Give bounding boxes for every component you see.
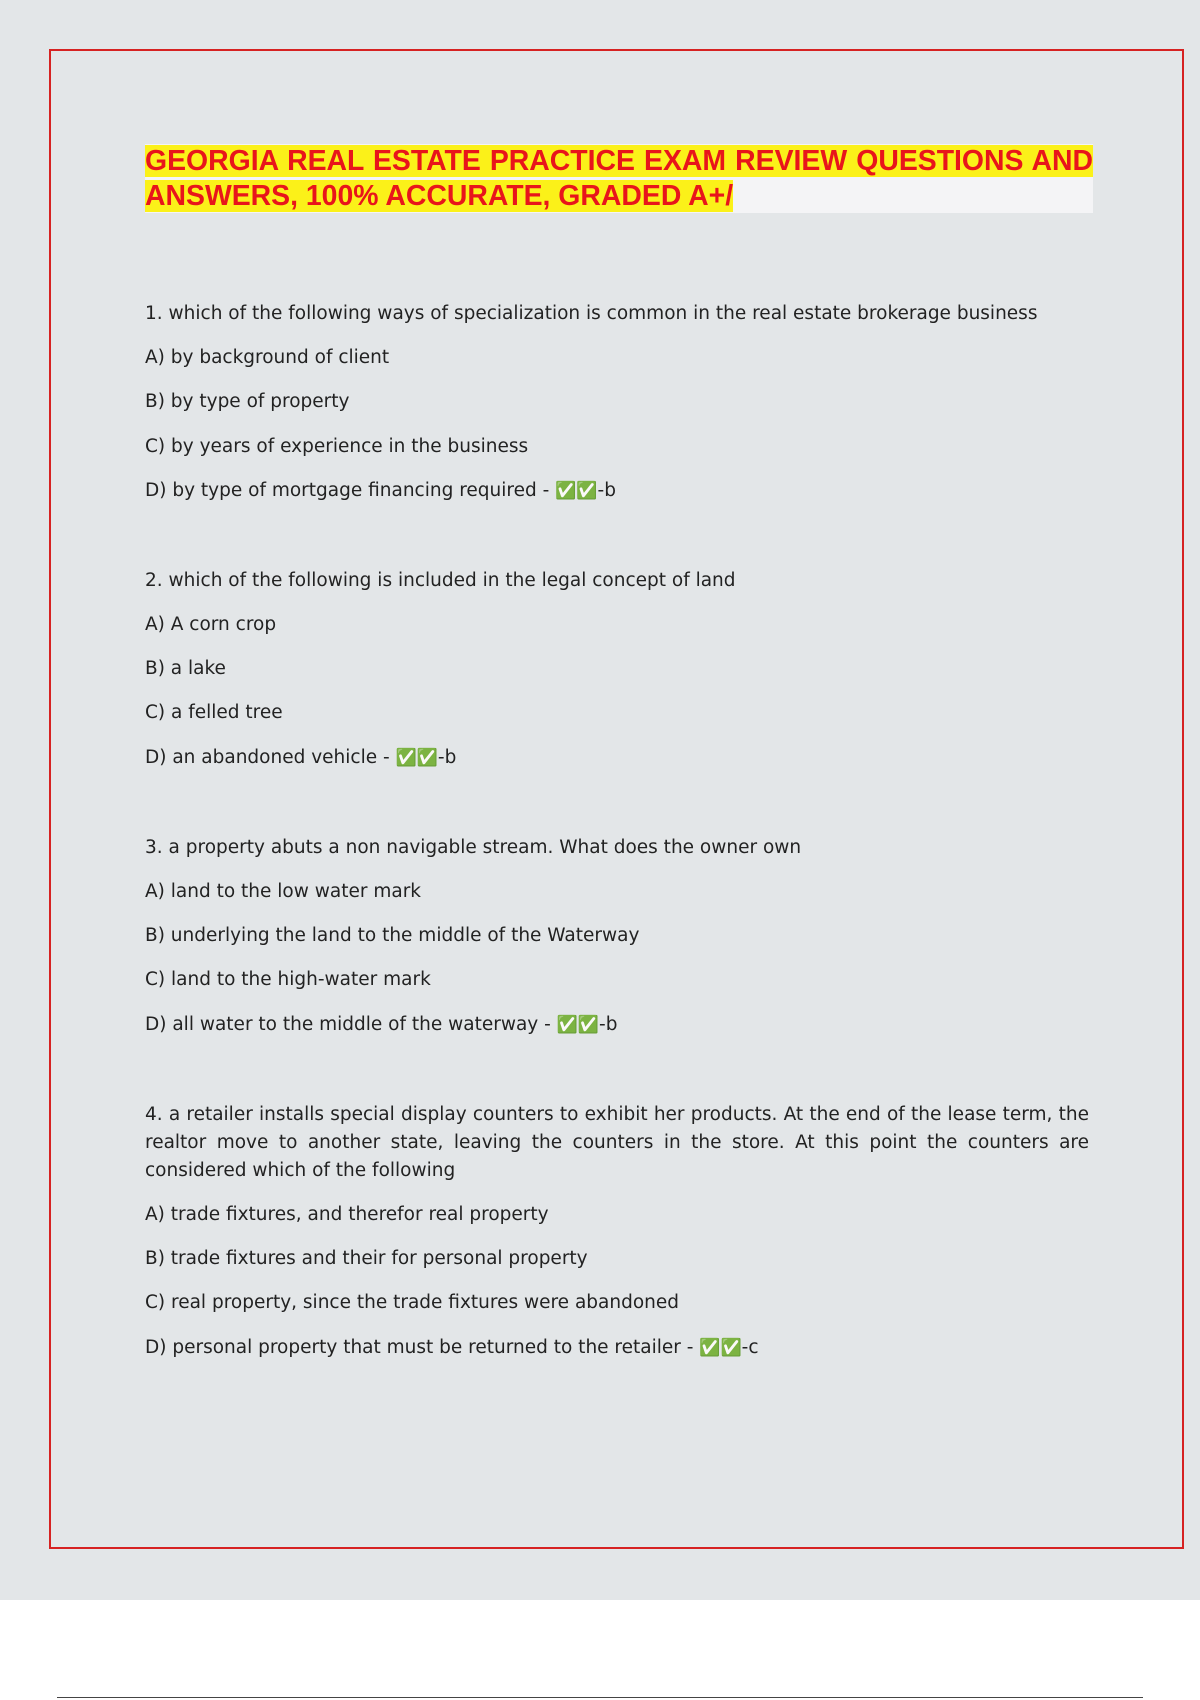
double-check-icon: ✅✅: [699, 1337, 742, 1358]
footer-divider: [57, 1697, 1143, 1698]
option-d: [145, 1334, 1089, 1362]
title-block: [145, 144, 1093, 213]
option-c: C) land to the high-water mark: [145, 969, 431, 991]
question-2: [145, 567, 1089, 772]
double-check-icon: ✅✅: [555, 480, 598, 501]
option-a: A) by background of client: [145, 347, 390, 368]
question-stem: 3. a property abuts a non navigable stream. What does the owner own: [145, 836, 802, 858]
option-b: B) by type of property: [145, 391, 350, 413]
option-b: B) trade fixtures and their for personal property: [145, 1247, 588, 1269]
option-d: [145, 477, 1089, 505]
option-d: [145, 1011, 1089, 1039]
option-b: B) a lake: [145, 658, 226, 680]
option-d-text: D) an abandoned vehicle -: [145, 746, 390, 768]
question-stem: 1. which of the following ways of specialization is common in the real estate brokerage business: [145, 303, 1038, 324]
option-d: [145, 744, 1089, 772]
option-d-text: D) by type of mortgage financing required -: [145, 479, 550, 501]
question-4: [145, 1101, 1089, 1362]
answer-key: -b: [599, 1013, 618, 1035]
option-d-text: D) personal property that must be returned to the retailer -: [145, 1336, 694, 1358]
option-c: C) real property, since the trade fixtures were abandoned: [145, 1292, 679, 1314]
option-a: A) A corn crop: [145, 613, 277, 635]
option-a: A) trade fixtures, and therefor real property: [145, 1203, 549, 1225]
option-c: C) by years of experience in the business: [145, 435, 529, 457]
answer-key: -b: [437, 746, 457, 768]
option-c: C) a felled tree: [145, 702, 283, 724]
question-list: [145, 300, 1089, 1424]
double-check-icon: ✅✅: [556, 1014, 600, 1035]
answer-key: -c: [741, 1336, 759, 1358]
option-b: B) underlying the land to the middle of the Waterway: [145, 925, 640, 947]
question-3: [145, 834, 1089, 1039]
option-a: A) land to the low water mark: [145, 880, 422, 902]
option-d-text: D) all water to the middle of the waterway -: [145, 1013, 551, 1035]
question-stem: 4. a retailer installs special display counters to exhibit her products. At the end of the lease term, the realtor move to another state, leaving the counters in the store. At this point the counters are considered which of the following: [145, 1103, 1089, 1181]
answer-key: -b: [597, 479, 616, 501]
question-stem: 2. which of the following is included in the legal concept of land: [145, 569, 736, 591]
document-title: GEORGIA REAL ESTATE PRACTICE EXAM REVIEW QUESTIONS AND ANSWERS, 100% ACCURATE, GRADED A+/: [145, 145, 1093, 212]
question-1: [145, 300, 1089, 505]
double-check-icon: ✅✅: [395, 747, 438, 768]
